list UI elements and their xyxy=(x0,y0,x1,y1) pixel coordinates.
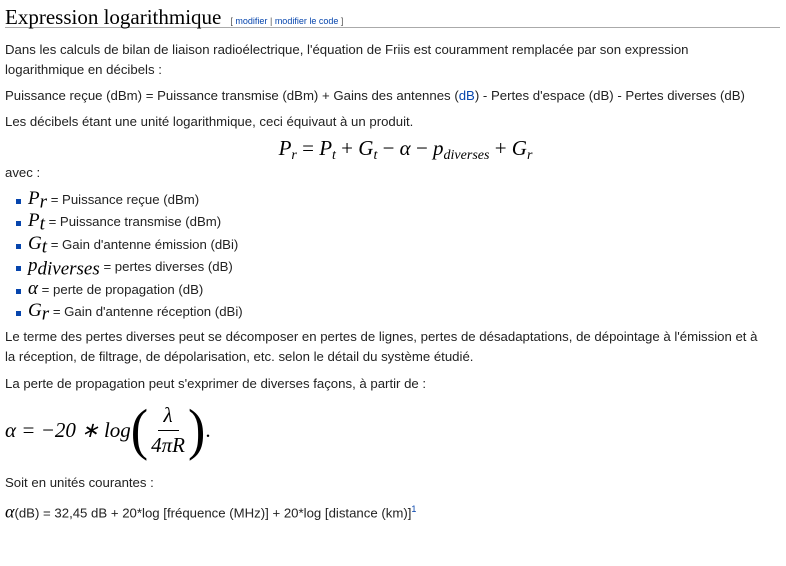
units-paragraph: Soit en unités courantes : xyxy=(5,474,154,490)
reference-link[interactable]: 1 xyxy=(411,504,417,515)
list-item: α = perte de propagation (dB) xyxy=(15,278,786,301)
propagation-paragraph: La perte de propagation peut s'exprimer de diverses façons, à partir de : xyxy=(5,376,427,392)
section-heading xyxy=(5,0,780,28)
formula-text-paragraph: Puissance reçue (dBm) = Puissance transmise (dBm) + Gains des antennes (dB) - Pertes d'espace (dB) - Pertes diverses (dB) xyxy=(5,88,745,103)
edit-code-link[interactable]: modifier le code xyxy=(274,16,339,26)
list-item: $P_r$ = Puissance reçue (dBm) xyxy=(15,188,786,211)
edit-links: [ modifier | modifier le code ] xyxy=(230,16,344,26)
list-item: $G_t$ = Gain d'antenne émission (dBi) xyxy=(15,233,786,256)
avec-label: avec : xyxy=(5,165,41,180)
fraction: $\frac{\lambda}{4\pi R}$ xyxy=(151,403,185,458)
losses-paragraph: Le terme des pertes diverses peut se décomposer en pertes de lignes, pertes de désadaptations, de dépointage à l'émission et à la réception, de filtrage, de dépolarisation, etc. selon le détail du système étudié. xyxy=(5,329,758,364)
edit-link[interactable]: modifier xyxy=(235,16,268,26)
section-title: Expression logarithmique xyxy=(5,5,222,29)
product-paragraph: Les décibels étant une unité logarithmique, ceci équivaut à un produit. xyxy=(5,113,414,129)
list-item: $G_r$ = Gain d'antenne réception (dBi) xyxy=(15,300,786,323)
db-link[interactable]: dB xyxy=(458,88,475,103)
friis-log-equation: $P_r = P_t + G_t - \alpha - p_{diverses} + G_r$ xyxy=(278,136,533,163)
list-item: $p_{diverses}$ = pertes diverses (dB) xyxy=(15,255,786,278)
propagation-equation: α = −20 ∗ log ( $\frac{\lambda}{4\pi R}$ ) . xyxy=(5,398,211,462)
list-item: $P_t$ = Puissance transmise (dBm) xyxy=(15,210,786,233)
final-formula: α(dB) = 32,45 dB + 20*log [fréquence (MHz)] + 20*log [distance (km)]$^1$ xyxy=(5,501,417,522)
intro-paragraph: Dans les calculs de bilan de liaison radioélectrique, l'équation de Friis est couramment remplacée par son expression logarithmique en décibels : xyxy=(5,42,689,77)
variable-list xyxy=(5,188,786,324)
